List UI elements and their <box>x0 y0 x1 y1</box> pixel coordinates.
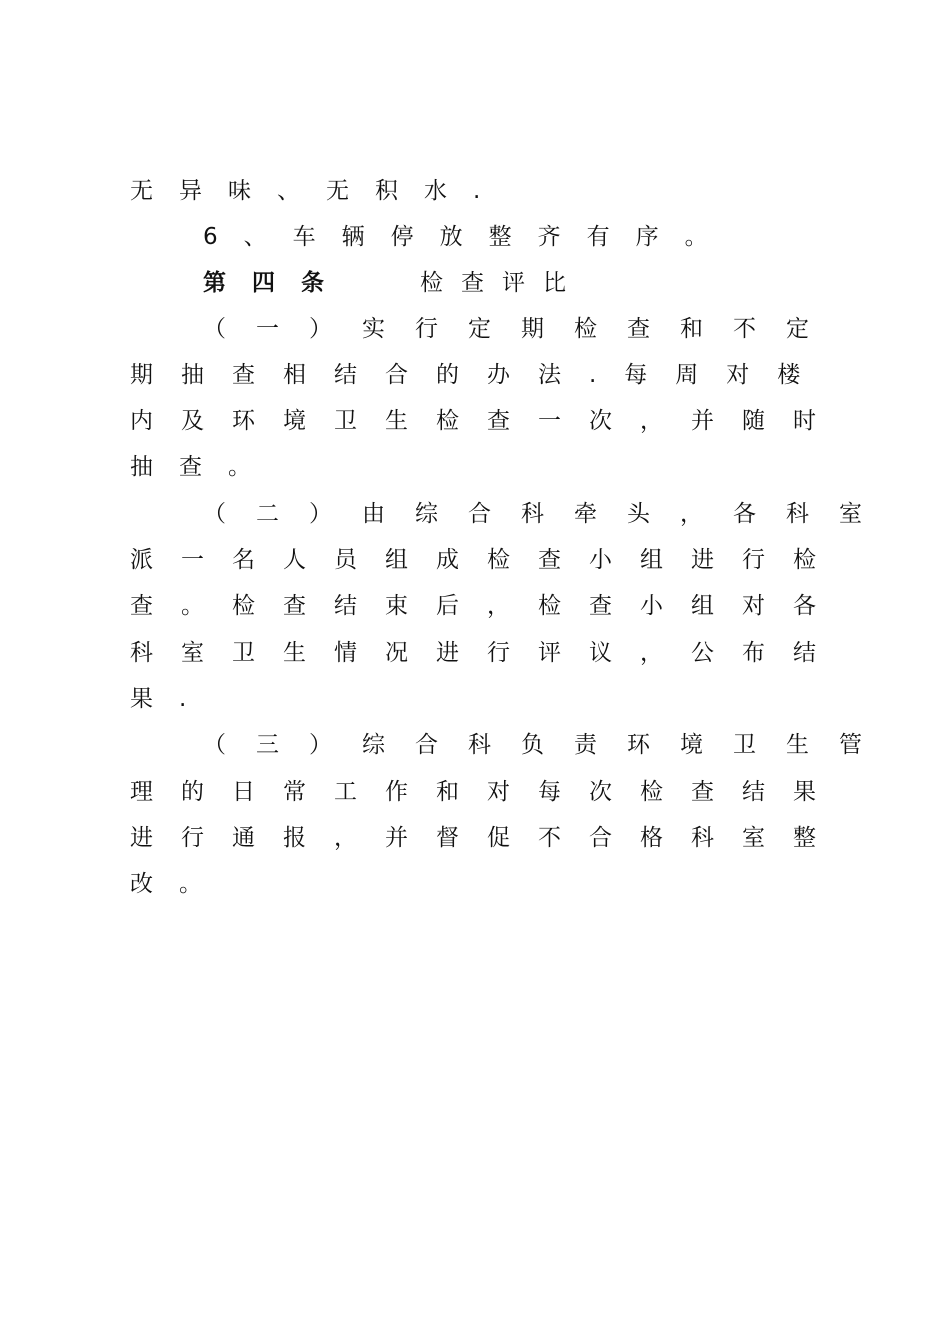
article-heading <box>203 265 818 301</box>
text-line-2: 6、车辆停放整齐有序。 <box>203 224 734 250</box>
paragraph-3-line-4: 改。 <box>130 871 228 897</box>
text-line-1: 无异味、无积水. <box>130 178 507 204</box>
paragraph-2-line-1: （二）由综合科牵头，各科室 <box>203 501 892 527</box>
paragraph-2-line-5: 果. <box>130 686 213 712</box>
paragraph-3-line-2: 理的日常工作和对每次检查结果 <box>130 779 844 805</box>
paragraph-1-line-4: 抽查。 <box>130 454 277 480</box>
paragraph-1-line-3: 内及环境卫生检查一次，并随时 <box>130 408 844 434</box>
paragraph-3-line-3: 进行通报，并督促不合格科室整 <box>130 825 844 851</box>
article-number: 第四条 <box>203 270 350 296</box>
paragraph-1-line-2: 期抽查相结合的办法.每周对楼 <box>130 362 829 388</box>
paragraph-2-line-2: 派一名人员组成检查小组进行检 <box>130 547 844 573</box>
paragraph-2-line-3: 查。检查结束后，检查小组对各 <box>130 593 844 619</box>
paragraph-2-line-4: 科室卫生情况进行评议，公布结 <box>130 640 844 666</box>
paragraph-3-line-1: （三）综合科负责环境卫生管 <box>203 732 892 758</box>
paragraph-1-line-1: （一）实行定期检查和不定 <box>203 316 839 342</box>
article-title: 检查评比 <box>420 270 584 296</box>
